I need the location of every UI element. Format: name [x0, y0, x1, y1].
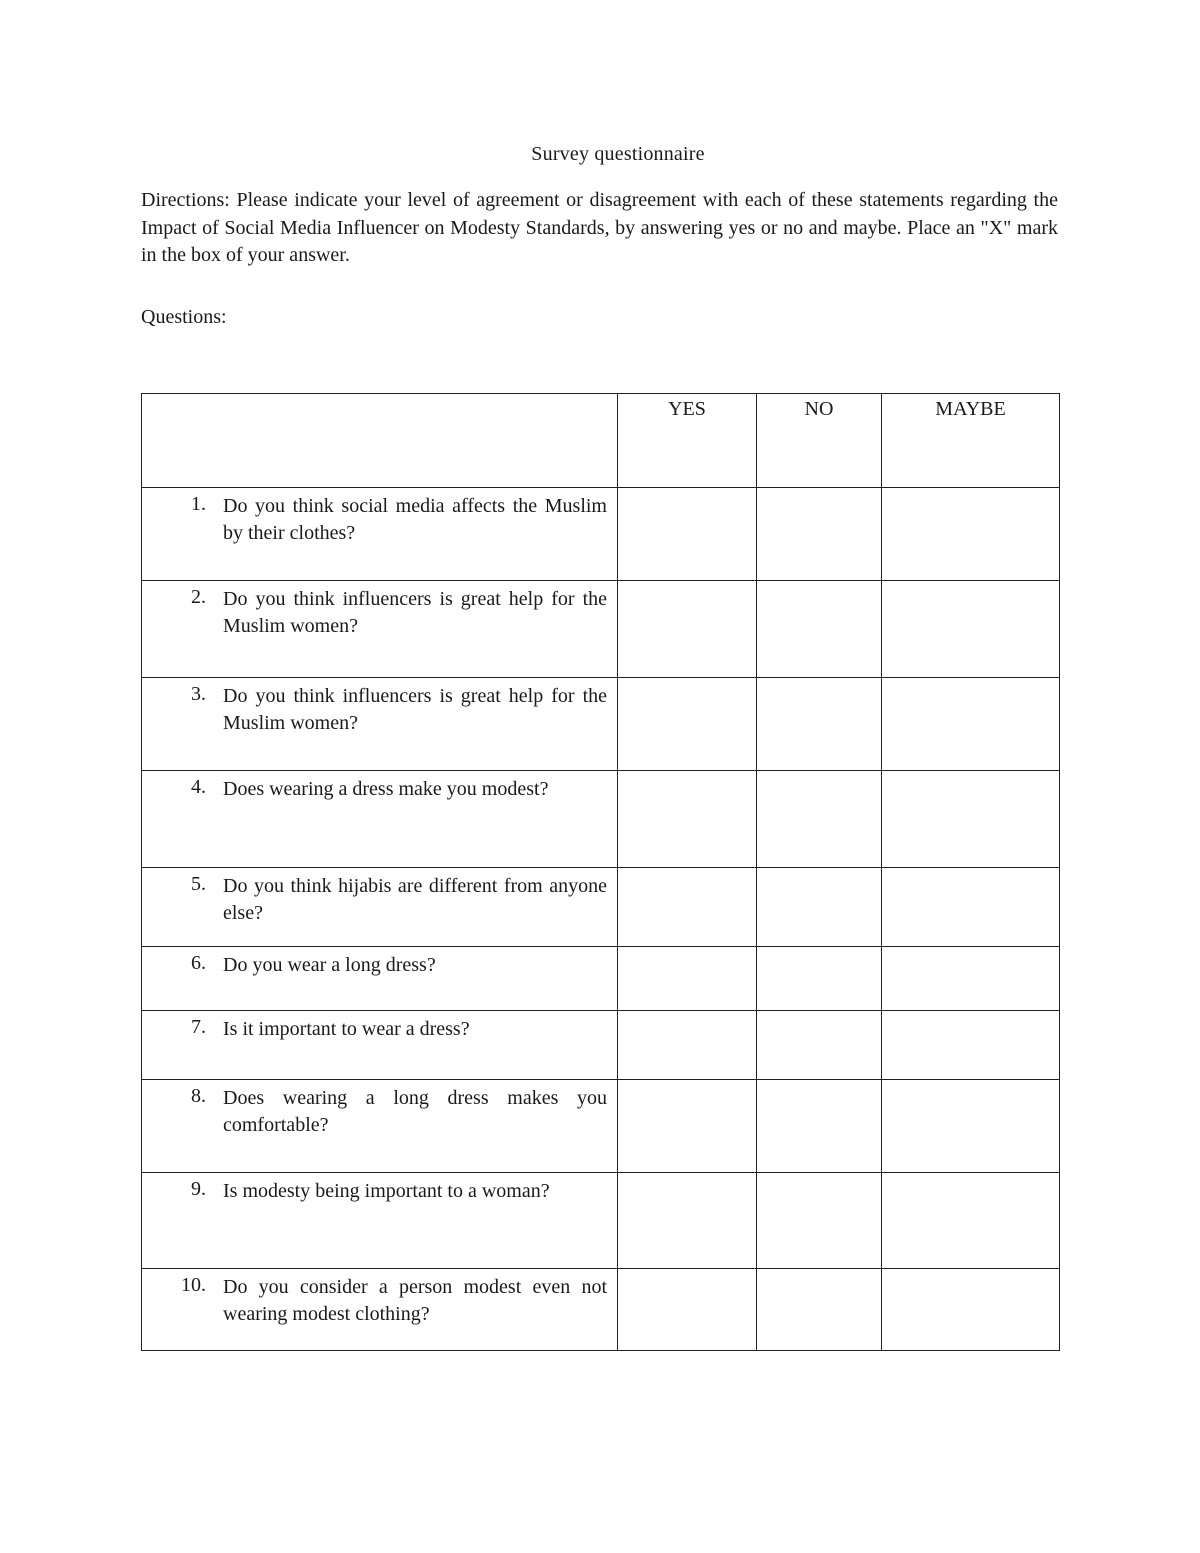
question-cell: [142, 1173, 618, 1269]
question-number: 6.: [191, 952, 206, 974]
table-row: [142, 581, 1060, 678]
question-number: 4.: [191, 776, 206, 798]
header-yes: YES: [618, 394, 757, 488]
question-cell: [142, 1269, 618, 1351]
answer-maybe-box[interactable]: [882, 771, 1060, 868]
question-number: 5.: [191, 873, 206, 895]
table-row: [142, 1080, 1060, 1173]
answer-yes-box[interactable]: [618, 947, 757, 1011]
table-row: [142, 868, 1060, 947]
header-no: NO: [757, 394, 882, 488]
table-row: [142, 1173, 1060, 1269]
answer-no-box[interactable]: [757, 947, 882, 1011]
question-text: Is it important to wear a dress?: [223, 1018, 470, 1040]
question-number: 2.: [191, 586, 206, 608]
question-cell: [142, 1080, 618, 1173]
answer-no-box[interactable]: [757, 1080, 882, 1173]
answer-maybe-box[interactable]: [882, 1173, 1060, 1269]
answer-yes-box[interactable]: [618, 868, 757, 947]
answer-yes-box[interactable]: [618, 1269, 757, 1351]
header-question-cell: [142, 394, 618, 488]
table-header-row: [142, 394, 1060, 488]
answer-maybe-box[interactable]: [882, 1011, 1060, 1080]
answer-no-box[interactable]: [757, 581, 882, 678]
questions-label: Questions:: [141, 306, 227, 328]
answer-no-box[interactable]: [757, 1011, 882, 1080]
question-number: 8.: [191, 1085, 206, 1107]
answer-yes-box[interactable]: [618, 1080, 757, 1173]
answer-yes-box[interactable]: [618, 1173, 757, 1269]
question-cell: [142, 947, 618, 1011]
question-text: Do you wear a long dress?: [223, 954, 436, 976]
question-number: 1.: [191, 493, 206, 515]
question-cell: [142, 678, 618, 771]
question-text: Does wearing a long dress makes you comfortable?: [223, 1087, 607, 1136]
answer-yes-box[interactable]: [618, 678, 757, 771]
answer-no-box[interactable]: [757, 1269, 882, 1351]
answer-no-box[interactable]: [757, 868, 882, 947]
answer-maybe-box[interactable]: [882, 581, 1060, 678]
table-row: [142, 1269, 1060, 1351]
directions-paragraph: Directions: Please indicate your level of agreement or disagreement with each of these statements regarding the Impact of Social Media Influencer on Modesty Standards, by answering yes or no and maybe. Place an "X" mark in the box of your answer.: [141, 189, 1058, 266]
answer-maybe-box[interactable]: [882, 947, 1060, 1011]
table-row: [142, 771, 1060, 868]
answer-no-box[interactable]: [757, 1173, 882, 1269]
question-cell: [142, 488, 618, 581]
answer-maybe-box[interactable]: [882, 1080, 1060, 1173]
question-cell: [142, 868, 618, 947]
answer-no-box[interactable]: [757, 678, 882, 771]
question-text: Do you think influencers is great help for the Muslim women?: [223, 588, 607, 637]
question-text: Do you think social media affects the Muslim by their clothes?: [223, 495, 607, 544]
answer-yes-box[interactable]: [618, 488, 757, 581]
answer-no-box[interactable]: [757, 488, 882, 581]
question-text: Do you consider a person modest even not wearing modest clothing?: [223, 1276, 607, 1325]
answer-maybe-box[interactable]: [882, 1269, 1060, 1351]
question-number: 3.: [191, 683, 206, 705]
answer-yes-box[interactable]: [618, 771, 757, 868]
table-row: [142, 1011, 1060, 1080]
answer-yes-box[interactable]: [618, 1011, 757, 1080]
answer-maybe-box[interactable]: [882, 678, 1060, 771]
table-row: [142, 947, 1060, 1011]
question-number: 7.: [191, 1016, 206, 1038]
table-row: [142, 678, 1060, 771]
answer-maybe-box[interactable]: [882, 868, 1060, 947]
document-title: Survey questionnaire: [531, 143, 705, 165]
question-number: 10.: [181, 1274, 206, 1296]
header-maybe: MAYBE: [882, 394, 1060, 488]
question-text: Do you think hijabis are different from anyone else?: [223, 875, 607, 924]
question-cell: [142, 1011, 618, 1080]
answer-yes-box[interactable]: [618, 581, 757, 678]
question-text: Does wearing a dress make you modest?: [223, 778, 549, 800]
question-cell: [142, 771, 618, 868]
question-text: Is modesty being important to a woman?: [223, 1180, 550, 1202]
answer-maybe-box[interactable]: [882, 488, 1060, 581]
survey-table: [141, 393, 1060, 1351]
question-cell: [142, 581, 618, 678]
question-text: Do you think influencers is great help for the Muslim women?: [223, 685, 607, 734]
question-number: 9.: [191, 1178, 206, 1200]
table-row: [142, 488, 1060, 581]
answer-no-box[interactable]: [757, 771, 882, 868]
